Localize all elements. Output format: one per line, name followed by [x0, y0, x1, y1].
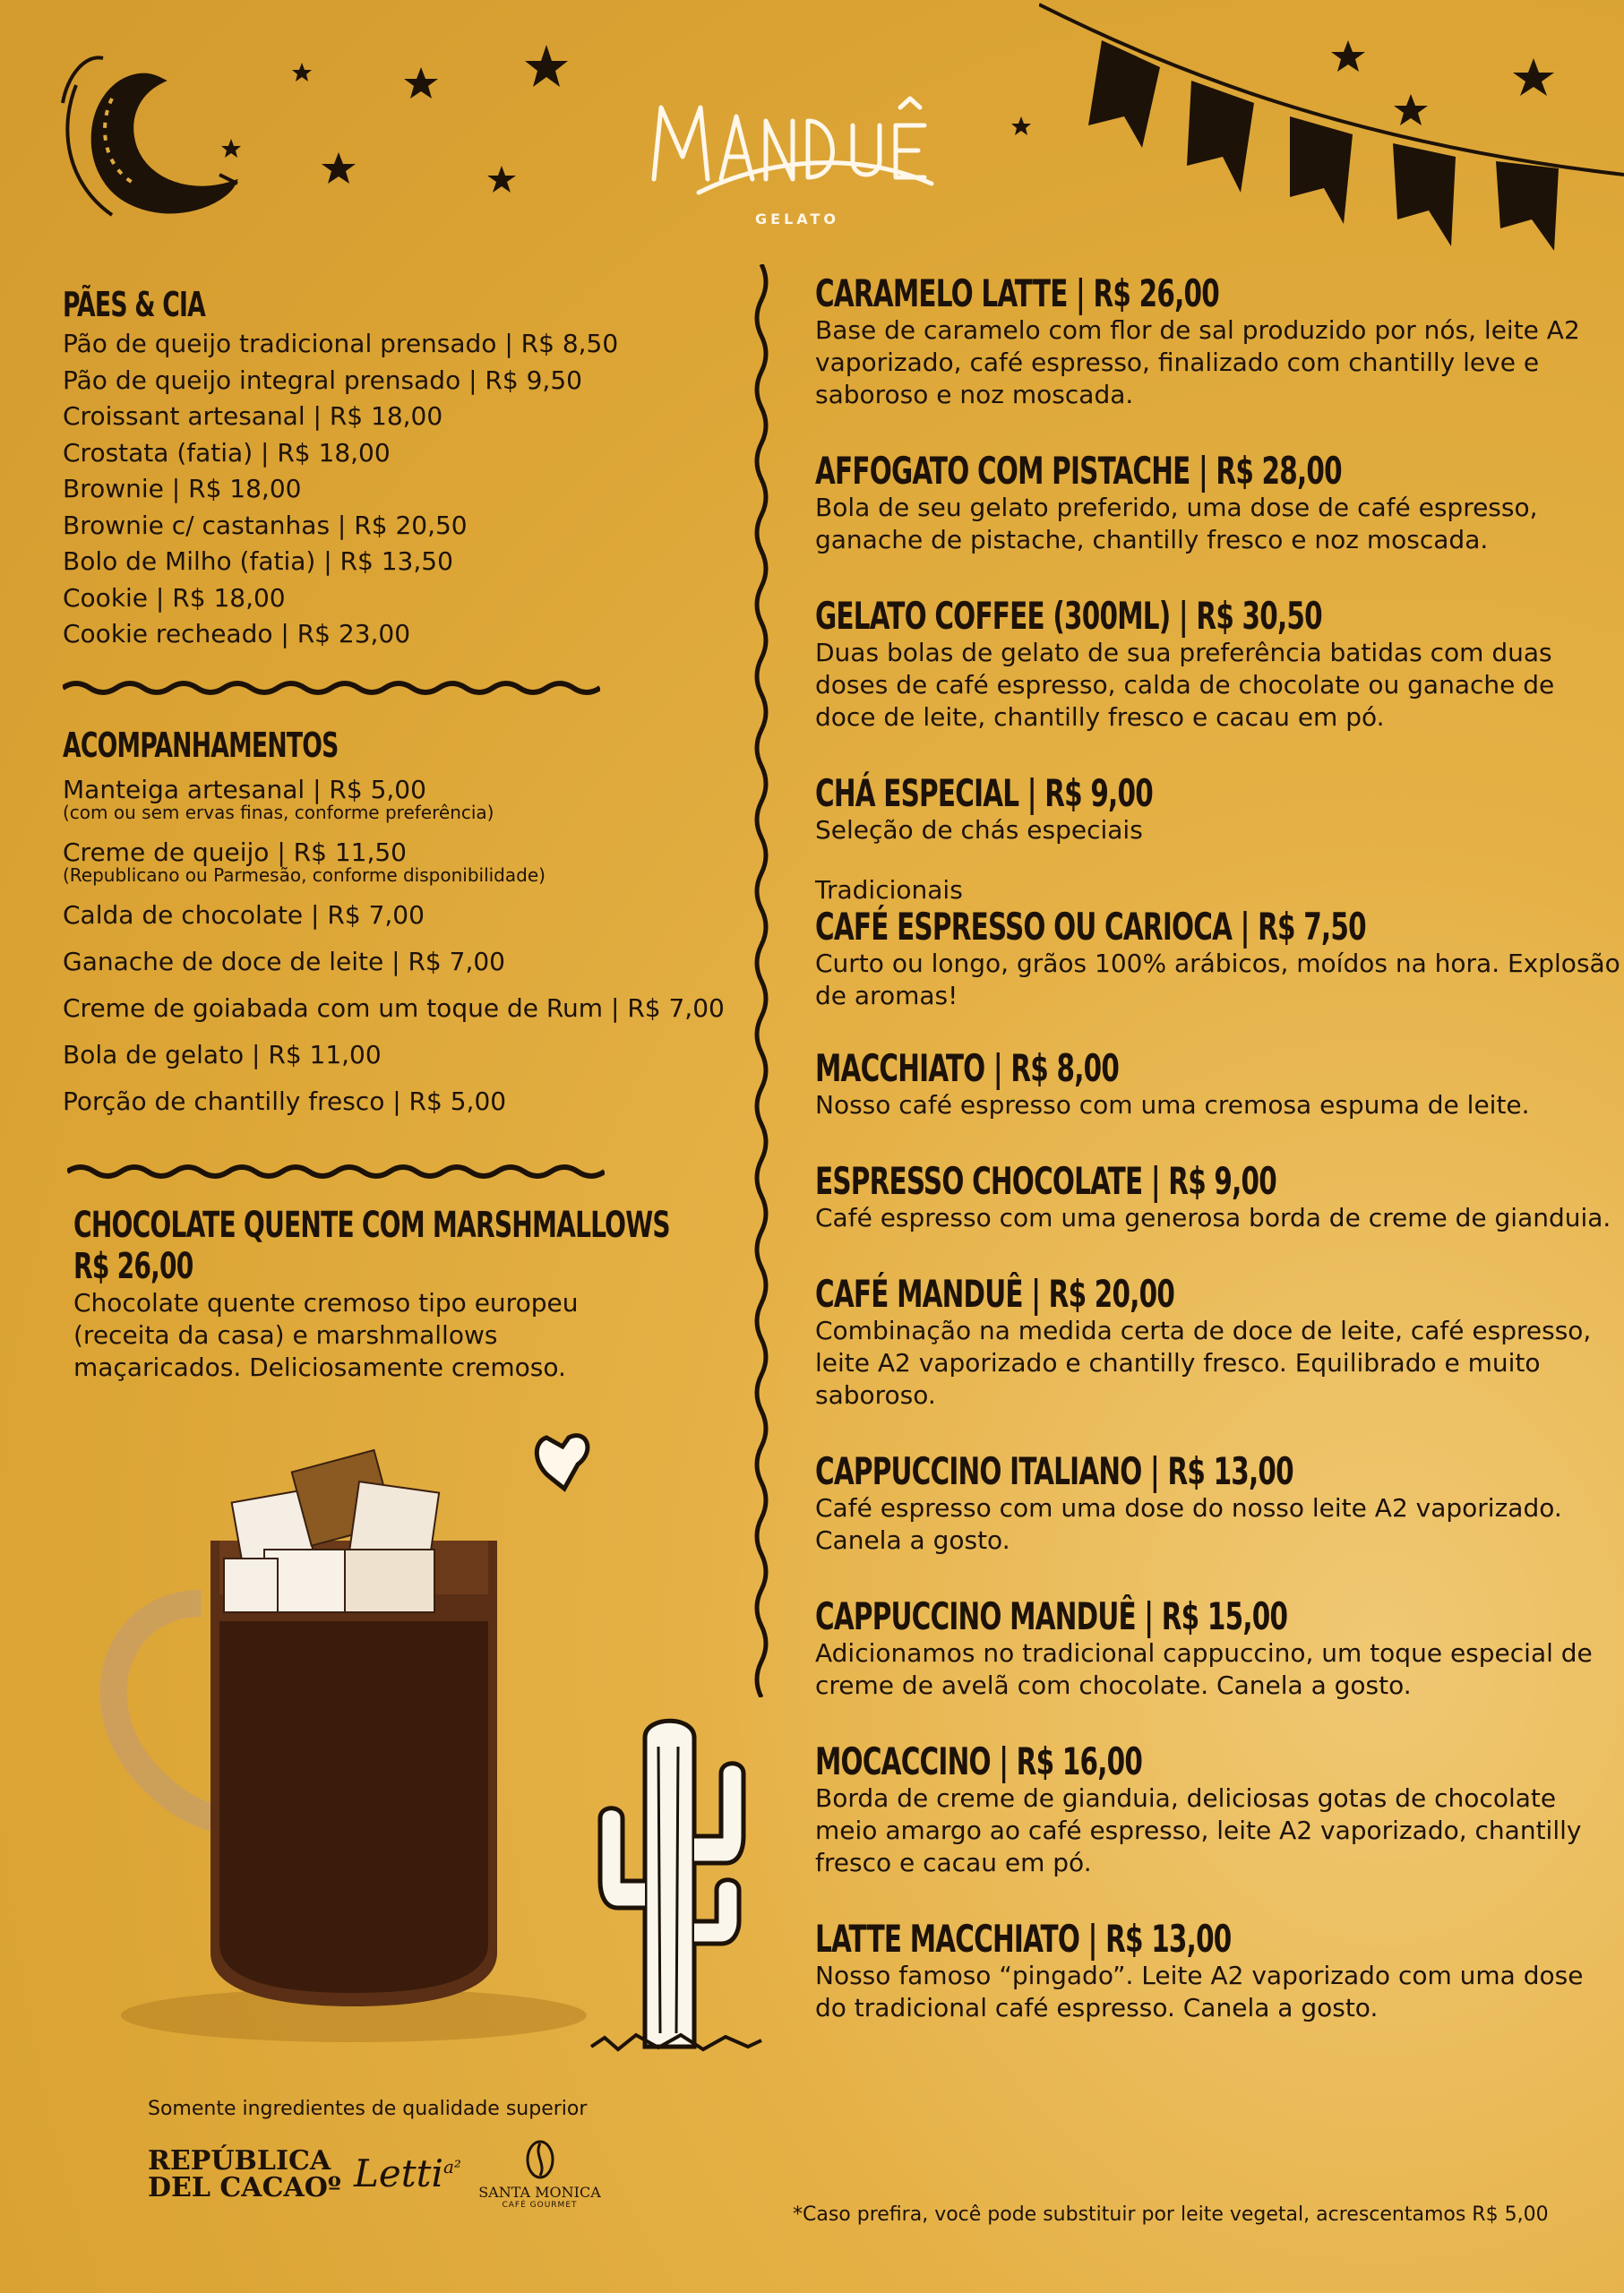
- paes-item: Pão de queijo integral prensado | R$ 9,50: [63, 365, 582, 395]
- drink-item: [815, 451, 1621, 556]
- drink-desc: Bola de seu gelato preferido, uma dose de café espresso, ganache de pistache, chantilly fresco e noz moscada.: [815, 493, 1538, 554]
- santa-monica-name: SANTA MONICA: [478, 2184, 601, 2201]
- acompanhamentos-title: ACOMPANHAMENTOS: [63, 726, 339, 765]
- star-icon: [404, 67, 438, 99]
- acompanhamento-item: [63, 899, 725, 932]
- drink-item: [815, 1596, 1621, 1702]
- letti-name: Letti: [354, 2151, 443, 2195]
- drink-title: ESPRESSO CHOCOLATE | R$ 9,00: [815, 1159, 1277, 1203]
- wave-divider: [63, 676, 600, 700]
- drink-desc: Seleção de chás especiais: [815, 815, 1143, 845]
- star-icon: [221, 139, 241, 158]
- brand-logo-lettering: [645, 72, 949, 197]
- acompanhamento-note: (com ou sem ervas finas, conforme preferência): [63, 802, 494, 823]
- drink-item: [815, 906, 1621, 1012]
- drink-item: [815, 773, 1621, 846]
- drink-desc: Combinação na medida certa de doce de leite, café espresso, leite A2 vaporizado e chantilly fresco. Equilibrado e muito saboroso.: [815, 1316, 1592, 1410]
- quality-note: Somente ingredientes de qualidade superior: [148, 2098, 588, 2120]
- paes-item: Brownie | R$ 18,00: [63, 474, 302, 503]
- drink-title: CAFÉ MANDUÊ | R$ 20,00: [815, 1272, 1175, 1316]
- paes-item: Cookie | R$ 18,00: [63, 582, 286, 613]
- drink-desc: Café espresso com uma dose do nosso leite A2 vaporizado. Canela a gosto.: [815, 1493, 1562, 1555]
- drink-item: [815, 1741, 1621, 1879]
- acompanhamento-item: [63, 992, 725, 1025]
- vegetal-milk-note: *Caso prefira, você pode substituir por leite vegetal, acrescentamos R$ 5,00: [793, 2203, 1549, 2226]
- drink-title: CHÁ ESPECIAL | R$ 9,00: [815, 771, 1153, 815]
- drink-item: [815, 1048, 1621, 1121]
- partner-letti: [354, 2151, 461, 2195]
- brand-logo: [645, 72, 949, 233]
- acompanhamentos-section: [63, 726, 725, 1132]
- republica-line1: REPÚBLICA: [148, 2145, 331, 2177]
- acompanhamento-item: [63, 774, 725, 822]
- drink-desc: Nosso famoso “pingado”. Leite A2 vaporizado com uma dose do tradicional café espresso. Canela a gosto.: [815, 1961, 1584, 2022]
- drink-title: GELATO COFFEE (300ML) | R$ 30,50: [815, 594, 1322, 638]
- coffee-bean-icon: [525, 2139, 555, 2180]
- drink-desc: Curto ou longo, grãos 100% arábicos, moídos na hora. Explosão de aromas!: [815, 949, 1620, 1010]
- paes-section: [63, 285, 618, 653]
- drink-item: [815, 1161, 1621, 1234]
- acompanhamento-label: Ganache de doce de leite | R$ 7,00: [63, 947, 505, 976]
- acompanhamento-item: [63, 837, 725, 885]
- hot-chocolate-photo: [85, 1424, 596, 2051]
- star-icon: [322, 152, 356, 184]
- drink-title: MOCACCINO | R$ 16,00: [815, 1739, 1143, 1783]
- star-icon: [292, 63, 312, 82]
- acompanhamento-item: [63, 946, 725, 978]
- drink-item: [815, 596, 1621, 734]
- drink-desc: Base de caramelo com flor de sal produzido por nós, leite A2 vaporizado, café espresso, finalizado com chantilly leve e saboroso e noz moscada.: [815, 315, 1580, 409]
- letti-sup: a²: [443, 2156, 461, 2177]
- paes-item: Crostata (fatia) | R$ 18,00: [63, 437, 391, 468]
- drinks-section: [815, 273, 1621, 2024]
- drink-title: CAPPUCCINO ITALIANO | R$ 13,00: [815, 1449, 1293, 1493]
- acompanhamento-note: (Republicano ou Parmesão, conforme disponibilidade): [63, 864, 546, 886]
- acompanhamento-label: Creme de goiabada com um toque de Rum | R$ 7,00: [63, 993, 725, 1023]
- drink-title: CAPPUCCINO MANDUÊ | R$ 15,00: [815, 1594, 1288, 1638]
- santa-monica-sub: CAFÉ GOURMET: [502, 2201, 578, 2210]
- acompanhamento-label: Manteiga artesanal | R$ 5,00: [63, 775, 426, 804]
- chocolate-title: CHOCOLATE QUENTE COM MARSHMALLOWS: [73, 1205, 670, 1246]
- tradicionais-label: Tradicionais: [815, 875, 963, 905]
- drink-title: AFFOGATO COM PISTACHE | R$ 28,00: [815, 449, 1342, 493]
- acompanhamento-item: [63, 1039, 725, 1071]
- drink-title: LATTE MACCHIATO | R$ 13,00: [815, 1917, 1232, 1961]
- chocolate-desc: Chocolate quente cremoso tipo europeu (receita da casa) e marshmallows maçaricados. Deliciosamente cremoso.: [73, 1288, 579, 1382]
- drink-item: [815, 273, 1621, 411]
- star-icon: [1011, 116, 1031, 135]
- brand-sub: GELATO: [755, 210, 839, 228]
- drink-desc: Adicionamos no tradicional cappuccino, um toque especial de creme de avelã com chocolate. Canela a gosto.: [815, 1638, 1593, 1700]
- drink-item: [815, 1274, 1621, 1412]
- paes-item: Croissant artesanal | R$ 18,00: [63, 401, 443, 431]
- paes-item: Brownie c/ castanhas | R$ 20,50: [63, 510, 468, 540]
- republica-line2: DEL CACAOº: [148, 2172, 341, 2203]
- paes-item: Bolo de Milho (fatia) | R$ 13,50: [63, 546, 453, 576]
- drink-title: MACCHIATO | R$ 8,00: [815, 1046, 1120, 1090]
- partner-republica: [148, 2145, 341, 2203]
- acompanhamento-label: Porção de chantilly fresco | R$ 5,00: [63, 1086, 507, 1116]
- star-icon: [487, 166, 516, 193]
- chocolate-section: [73, 1205, 670, 1384]
- acompanhamento-label: Calda de chocolate | R$ 7,00: [63, 900, 425, 930]
- star-icon: [525, 45, 568, 87]
- bunting-decoration: [1039, 0, 1624, 260]
- paes-item: Pão de queijo tradicional prensado | R$ 8,50: [63, 329, 619, 358]
- drink-title: CARAMELO LATTE | R$ 26,00: [815, 271, 1219, 315]
- vertical-wave-divider: [748, 264, 775, 1697]
- drink-desc: Café espresso com uma generosa borda de creme de gianduia.: [815, 1203, 1611, 1232]
- acompanhamento-label: Creme de queijo | R$ 11,50: [63, 837, 407, 867]
- paes-title: PÃES & CIA: [63, 285, 206, 324]
- chocolate-price: R$ 26,00: [73, 1246, 193, 1287]
- partner-santa-monica: [475, 2139, 605, 2210]
- drink-desc: Duas bolas de gelato de sua preferência batidas com duas doses de café espresso, calda de chocolate ou ganache de doce de leite, chantilly fresco e cacau em pó.: [815, 638, 1555, 732]
- drink-title: CAFÉ ESPRESSO OU CARIOCA | R$ 7,50: [815, 905, 1366, 949]
- paes-item: Cookie recheado | R$ 23,00: [63, 619, 411, 648]
- acompanhamento-label: Bola de gelato | R$ 11,00: [63, 1040, 382, 1069]
- drink-desc: Borda de creme de gianduia, deliciosas gotas de chocolate meio amargo ao café espresso, leite A2 vaporizado, chantilly fresco e cacau em pó.: [815, 1783, 1582, 1877]
- acompanhamento-item: [63, 1086, 725, 1118]
- drink-item: [815, 1919, 1621, 2024]
- paes-list: [63, 326, 618, 653]
- acompanhamentos-list: [63, 774, 725, 1118]
- cactus-illustration: [587, 1702, 766, 2060]
- wave-divider: [67, 1160, 605, 1183]
- drinks-list: [815, 273, 1621, 2024]
- drink-desc: Nosso café espresso com uma cremosa espuma de leite.: [815, 1090, 1530, 1120]
- drink-item: [815, 1451, 1621, 1557]
